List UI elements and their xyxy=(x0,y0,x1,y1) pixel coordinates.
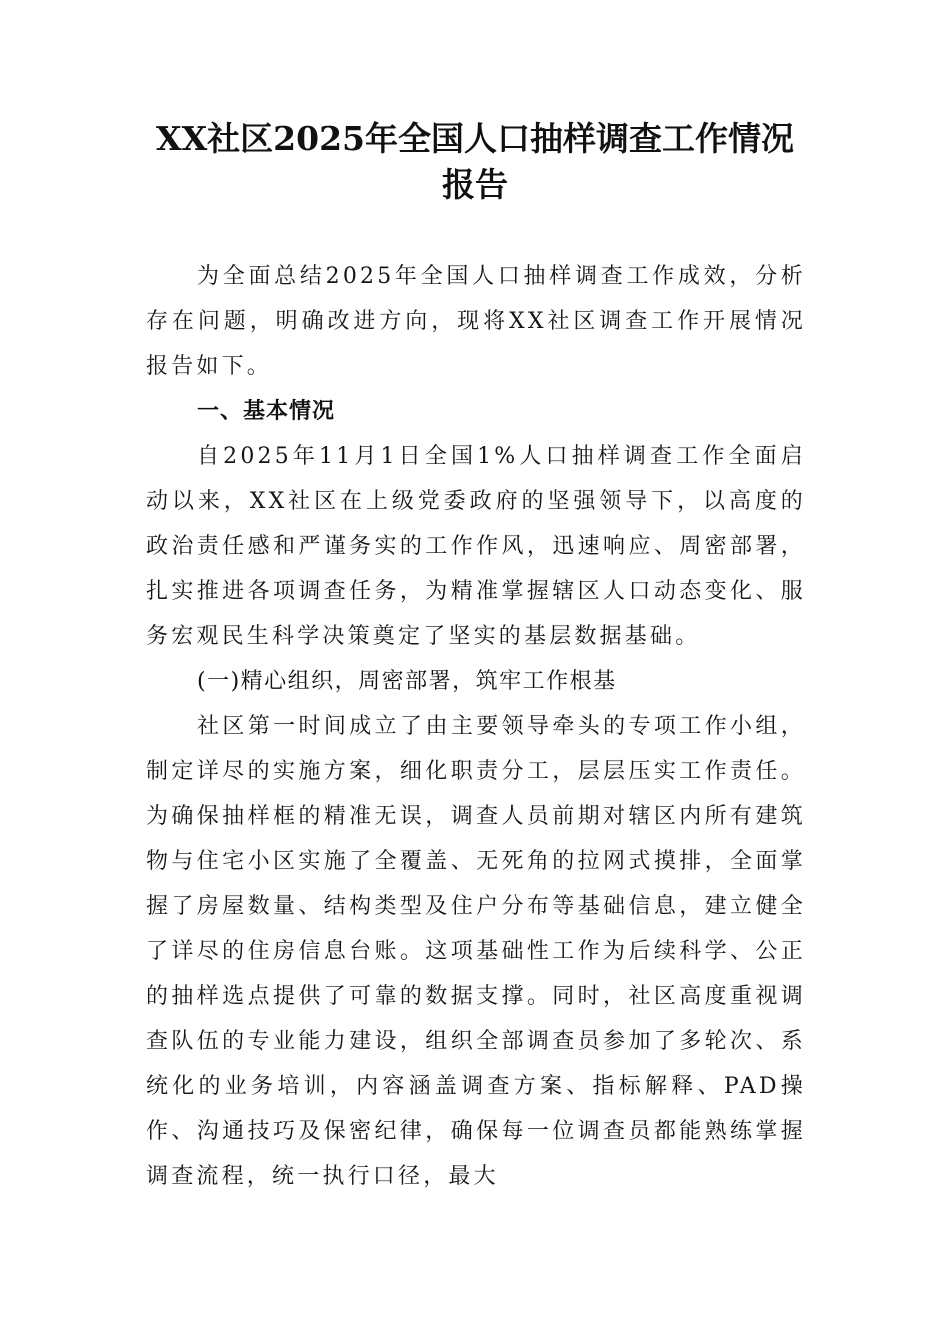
basic-situation-paragraph: 自2025年11月1日全国1%人口抽样调查工作全面启动以来，XX社区在上级党委政府的坚强领导下，以高度的政治责任感和严谨务实的工作作风，迅速响应、周密部署，扎实推进各项调查任务，为精准掌握辖区人口动态变化、服务宏观民生科学决策奠定了坚实的基层数据基础。 xyxy=(146,444,806,649)
subsection-heading-organization: (一)精心组织，周密部署，筑牢工作根基 xyxy=(197,669,617,694)
document-title: XX社区2025年全国人口抽样调查工作情况报告 xyxy=(155,119,795,204)
document-body xyxy=(146,254,806,1199)
section-heading-basic-situation: 一、基本情况 xyxy=(197,399,336,424)
organization-paragraph: 社区第一时间成立了由主要领导牵头的专项工作小组，制定详尽的实施方案，细化职责分工，层层压实工作责任。为确保抽样框的精准无误，调查人员前期对辖区内所有建筑物与住宅小区实施了全覆盖、无死角的拉网式摸排，全面掌握了房屋数量、结构类型及住户分布等基础信息，建立健全了详尽的住房信息台账。这项基础性工作为后续科学、公正的抽样选点提供了可靠的数据支撑。同时，社区高度重视调查队伍的专业能力建设，组织全部调查员参加了多轮次、系统化的业务培训，内容涵盖调查方案、指标解释、PAD操作、沟通技巧及保密纪律，确保每一位调查员都能熟练掌握调查流程，统一执行口径，最大 xyxy=(146,714,806,1189)
intro-paragraph: 为全面总结2025年全国人口抽样调查工作成效，分析存在问题，明确改进方向，现将XX社区调查工作开展情况报告如下。 xyxy=(146,264,806,379)
